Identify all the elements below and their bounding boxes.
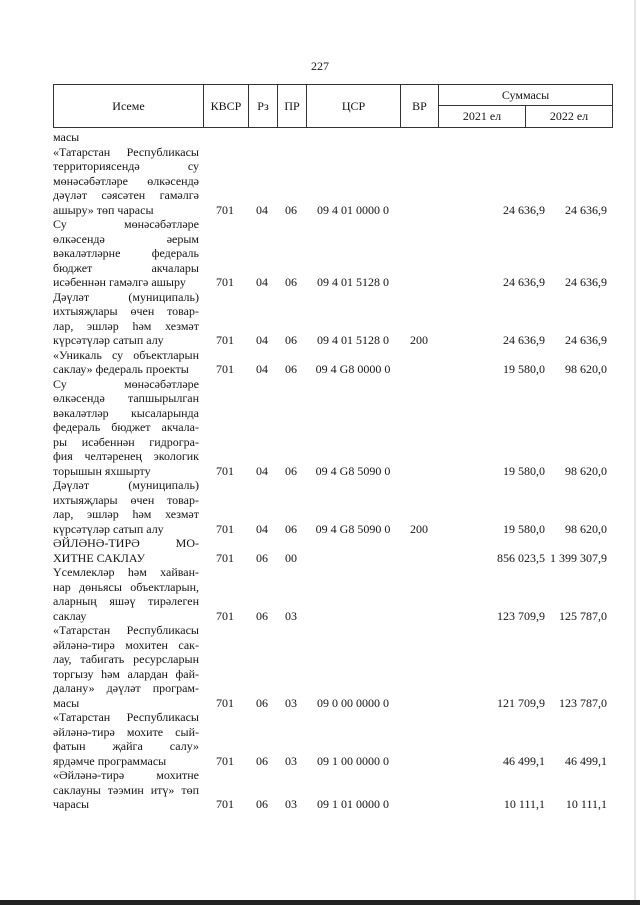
row-name — [53, 348, 199, 377]
budget-table — [53, 84, 613, 811]
table-row — [53, 565, 613, 623]
row-sum-2021: 24 636,9 — [503, 333, 545, 347]
row-name-line: Дәүләт (муниципаль) — [53, 289, 199, 304]
row-rz: 06 — [256, 608, 268, 623]
row-csr: 09 4 G8 0000 0 — [315, 362, 391, 376]
row-name-line: мөнәсәбәтләре өлкәсендә — [53, 173, 199, 188]
scan-bottom-border — [0, 900, 640, 905]
row-name-line: фатын җайга салу» — [53, 739, 199, 753]
row-kvsr: 701 — [216, 333, 234, 347]
row-pr: 06 — [285, 275, 297, 289]
row-name — [53, 130, 199, 145]
header-year-2022: 2022 ел — [549, 109, 589, 123]
row-name-line: ярдәмче программасы — [53, 753, 167, 768]
row-name — [53, 536, 199, 565]
row-name-line: лау, табигать ресурсларын — [53, 652, 199, 666]
row-kvsr: 701 — [216, 550, 234, 565]
row-sum-2021: 19 580,0 — [503, 521, 545, 536]
row-name-line: ашыру» төп чарасы — [53, 202, 154, 217]
header-sums: Суммасы — [439, 85, 612, 106]
row-name-line: «Татарстан Республикасы — [53, 710, 199, 724]
row-csr: 09 4 01 5128 0 — [317, 275, 389, 289]
table-row — [53, 623, 613, 710]
row-name-line: торышын яхшырту — [53, 463, 151, 478]
row-sum-2022: 98 620,0 — [565, 463, 607, 478]
row-sum-2022: 10 111,1 — [565, 797, 607, 811]
row-name-line: вәкаләтләр кысаларында — [53, 405, 199, 420]
row-pr: 06 — [285, 521, 297, 536]
row-sum-2022: 98 620,0 — [565, 521, 607, 536]
row-kvsr: 701 — [216, 275, 234, 289]
row-name-line: саклау — [53, 608, 87, 623]
header-name: Исеме — [54, 85, 204, 127]
row-sum-2021: 46 499,1 — [503, 753, 545, 768]
row-name-line: лар, эшләр һәм хезмәт — [53, 507, 199, 521]
row-name-line: саклауны тәэмин итү» төп — [53, 782, 199, 797]
row-sum-2022: 24 636,9 — [565, 333, 607, 347]
header-csr: ЦСР — [307, 85, 401, 127]
row-name-line: күрсәтүләр сатып алу — [53, 521, 164, 536]
row-name-line: ихтыяҗлары өчен товар- — [53, 304, 199, 318]
scan-edge — [634, 0, 636, 905]
row-name-line: торгызу һәм алардан фай- — [53, 666, 199, 681]
row-name-line: «Әйләнә-тирә мохитне — [53, 768, 199, 782]
row-sum-2021: 24 636,9 — [503, 275, 545, 289]
row-sum-2022: 125 787,0 — [559, 608, 607, 623]
row-name-line: саклау» федераль проекты — [53, 362, 189, 376]
row-rz: 04 — [256, 521, 268, 536]
row-csr: 09 4 G8 5090 0 — [315, 463, 391, 478]
row-sum-2022: 1 399 307,9 — [550, 550, 607, 565]
row-csr: 09 0 00 0000 0 — [317, 695, 389, 710]
row-kvsr: 701 — [216, 753, 234, 768]
row-name-line: ры исәбеннән гидрогра- — [53, 434, 199, 449]
row-kvsr: 701 — [216, 202, 234, 217]
header-kvsr: КВСР — [204, 85, 249, 127]
table-row — [53, 768, 613, 812]
header-vr: ВР — [401, 85, 439, 127]
row-name-line: өлкәсендә тапшырылган — [53, 391, 199, 405]
row-sum-2021: 10 111,1 — [503, 797, 545, 811]
row-name — [53, 710, 199, 768]
header-pr: ПР — [278, 85, 307, 127]
row-kvsr: 701 — [216, 521, 234, 536]
row-pr: 03 — [285, 753, 297, 768]
table-row — [53, 290, 613, 348]
table-row — [53, 377, 613, 479]
table-row — [53, 348, 613, 377]
row-csr: 09 4 01 0000 0 — [317, 202, 389, 217]
row-sum-2022: 123 787,0 — [559, 695, 607, 710]
row-kvsr: 701 — [216, 608, 234, 623]
row-sum-2021: 121 709,9 — [497, 695, 545, 710]
row-rz: 04 — [256, 202, 268, 217]
row-csr: 09 4 G8 5090 0 — [315, 521, 391, 536]
table-header — [53, 84, 613, 128]
row-csr: 09 1 01 0000 0 — [317, 797, 389, 811]
row-pr: 03 — [285, 797, 297, 811]
row-name-line: Үсемлекләр һәм хайван- — [53, 565, 199, 579]
row-name-line: «Татарстан Республикасы — [53, 144, 199, 159]
row-sum-2022: 24 636,9 — [565, 202, 607, 217]
row-csr: 09 1 00 0000 0 — [317, 753, 389, 768]
row-kvsr: 701 — [216, 797, 234, 811]
header-rz: Рз — [249, 85, 278, 127]
row-pr: 03 — [285, 608, 297, 623]
row-name-line: Су мөнәсәбәтләре — [53, 376, 199, 391]
row-name — [53, 623, 199, 710]
row-name-line: ихтыяҗлары өчен товар- — [53, 492, 199, 507]
row-pr: 06 — [285, 362, 297, 376]
row-pr: 03 — [285, 695, 297, 710]
row-name-line: масы — [53, 695, 80, 710]
row-rz: 06 — [256, 550, 268, 565]
row-sum-2022: 24 636,9 — [565, 275, 607, 289]
row-name-line: күрсәтүләр сатып алу — [53, 333, 164, 347]
row-name-line: әйләнә-тирә мохите сый- — [53, 724, 199, 739]
table-row — [53, 217, 613, 290]
table-row — [53, 536, 613, 565]
row-sum-2021: 856 023,5 — [497, 550, 545, 565]
row-name — [53, 145, 199, 218]
row-rz: 04 — [256, 362, 268, 376]
row-name-line: өлкәсендә әерым — [53, 231, 199, 246]
row-rz: 06 — [256, 797, 268, 811]
row-sum-2022: 46 499,1 — [565, 753, 607, 768]
row-rz: 04 — [256, 275, 268, 289]
row-csr: 09 4 01 5128 0 — [317, 333, 389, 347]
row-rz: 04 — [256, 333, 268, 347]
row-kvsr: 701 — [216, 695, 234, 710]
row-pr: 06 — [285, 202, 297, 217]
row-pr: 06 — [285, 463, 297, 478]
row-vr: 200 — [410, 333, 428, 347]
row-name-line: ХИТНЕ САКЛАУ — [53, 550, 145, 565]
row-rz: 06 — [256, 753, 268, 768]
row-kvsr: 701 — [216, 463, 234, 478]
row-name-line: лар, эшләр һәм хезмәт — [53, 318, 199, 333]
row-name — [53, 217, 199, 290]
row-name-line: ӘЙЛӘНӘ-ТИРӘ МО- — [53, 536, 199, 550]
table-row — [53, 130, 613, 145]
row-sum-2021: 19 580,0 — [503, 463, 545, 478]
row-name — [53, 478, 199, 536]
row-name-line: Су мөнәсәбәтләре — [53, 217, 199, 231]
row-name-line: нар дөньясы объектларын, — [53, 579, 199, 594]
header-year-2021: 2021 ел — [439, 106, 526, 127]
row-name-line: «Татарстан Республикасы — [53, 623, 199, 637]
row-name-line: Дәүләт (муниципаль) — [53, 478, 199, 492]
row-name-line: бюджет акчалары — [53, 260, 199, 275]
row-name — [53, 565, 199, 623]
row-rz: 06 — [256, 695, 268, 710]
page-number: 227 — [311, 59, 329, 73]
row-name-line: әйләнә-тирә мохитен сак- — [53, 637, 199, 652]
row-name — [53, 768, 199, 812]
row-kvsr: 701 — [216, 362, 234, 376]
header-sums-group — [439, 85, 612, 127]
row-name-line: масы — [53, 130, 80, 144]
row-name-line: дәүләт сәясәтен гамәлгә — [53, 188, 199, 202]
row-name-line: фия челтәренең экологик — [53, 449, 199, 463]
row-sum-2021: 24 636,9 — [503, 202, 545, 217]
row-name-line: федераль бюджет акчала- — [53, 420, 199, 434]
row-name-line: вәкаләтләрне федераль — [53, 246, 199, 260]
row-rz: 04 — [256, 463, 268, 478]
table-row — [53, 478, 613, 536]
row-pr: 06 — [285, 333, 297, 347]
row-sum-2021: 123 709,9 — [497, 608, 545, 623]
row-sum-2022: 98 620,0 — [565, 362, 607, 376]
row-name-line: далану» дәүләт програм- — [53, 681, 199, 695]
table-row — [53, 710, 613, 768]
row-name-line: «Уникаль су объектларын — [53, 347, 199, 362]
table-body — [53, 130, 613, 812]
row-name-line: чарасы — [53, 797, 90, 811]
row-sum-2021: 19 580,0 — [503, 362, 545, 376]
row-name-line: аларның яшәү тирәлеген — [53, 594, 199, 608]
row-name-line: исәбеннән гамәлгә ашыру — [53, 275, 186, 289]
table-row — [53, 145, 613, 218]
row-vr: 200 — [410, 521, 428, 536]
row-pr: 00 — [285, 550, 297, 565]
row-name — [53, 377, 199, 479]
row-name — [53, 290, 199, 348]
row-name-line: территориясендә су — [53, 159, 199, 173]
